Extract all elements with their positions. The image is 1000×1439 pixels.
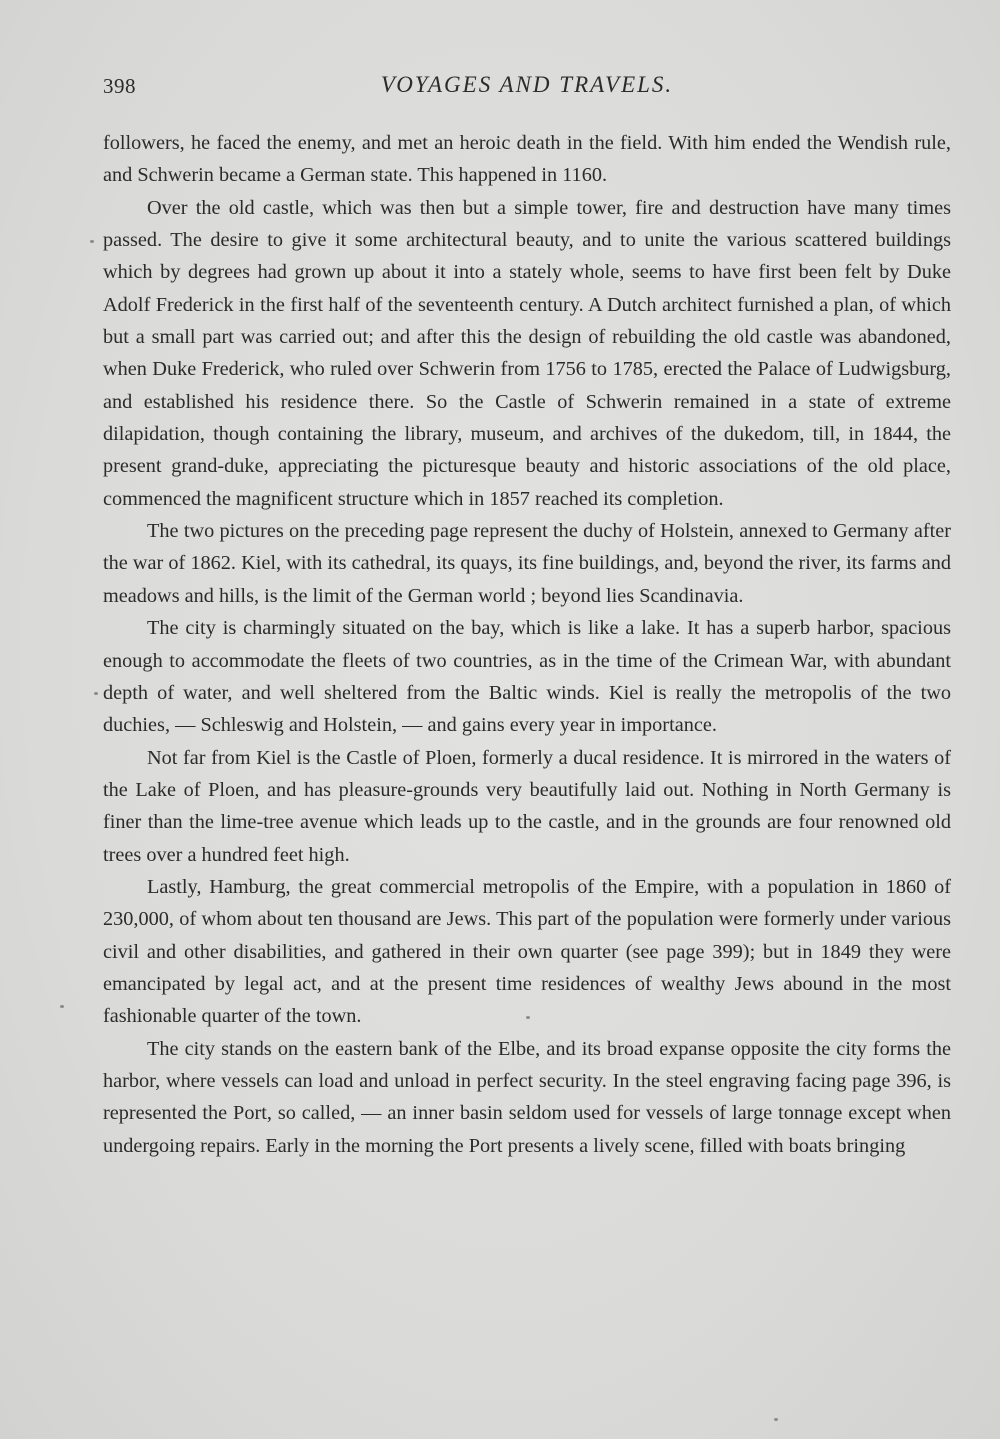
paper-speck xyxy=(526,1016,530,1019)
paragraph-continued: followers, he faced the enemy, and met an heroic death in the field. With him ended the Wendish rule, and Schwerin became a German state. This happened in 1160. xyxy=(103,132,951,187)
paragraph-kiel: The city is charmingly situated on the bay, which is like a lake. It has a superb harbor, spacious enough to accommodate the fleets of two countries, as in the time of the Crimean War, with abundant depth of water, and well sheltered from the Baltic winds. Kiel is really the metropolis of the two duchies, — Schleswig and Holstein, — and gains every year in importance. xyxy=(103,617,951,737)
paragraph-ploen: Not far from Kiel is the Castle of Ploen, formerly a ducal residence. It is mirrored in the waters of the Lake of Ploen, and has pleasure-grounds very beautifully laid out. Nothing in North Germany is finer than the lime-tree avenue which leads up to the castle, and in the grounds are four renowned old trees over a hundred feet high. xyxy=(103,746,951,866)
paper-speck xyxy=(60,1005,64,1008)
running-title: VOYAGES AND TRAVELS. xyxy=(380,72,674,97)
paper-speck xyxy=(94,692,98,695)
paragraph-elbe-port: The city stands on the eastern bank of the Elbe, and its broad expanse opposite the city forms the harbor, where vessels can load and unload in perfect security. In the steel engraving facing page 396, is represented the Port, so called, — an inner basin seldom used for vessels of large tonnage except when undergoing repairs. Early in the morning the Port presents a lively scene, filled with boats bringing xyxy=(103,1037,951,1157)
paragraph-schwerin-castle: Over the old castle, which was then but a simple tower, fire and destruction have many times passed. The desire to give it some architectural beauty, and to unite the various scattered buildings which by degrees had grown up about it into a stately whole, seems to have first been felt by Duke Adolf Frederick in the first half of the seventeenth century. A Dutch architect furnished a plan, of which but a small part was carried out; and after this the design of rebuilding the old castle was abandoned, when Duke Frederick, who ruled over Schwerin from 1756 to 1785, erected the Palace of Ludwigsburg, and established his residence there. So the Castle of Schwerin remained in a state of extreme dilapidation, though containing the library, museum, and archives of the dukedom, till, in 1844, the present grand-duke, appreciating the picturesque beauty and historic associations of the old place, commenced the magnificent structure which in 1857 reached its completion. xyxy=(103,196,951,510)
paper-speck xyxy=(90,240,94,243)
paragraph-holstein: The two pictures on the preceding page represent the duchy of Holstein, annexed to Germany after the war of 1862. Kiel, with its cathedral, its quays, its fine buildings, and, beyond the river, its farms and meadows and hills, is the limit of the German world ; beyond lies Scandinavia. xyxy=(103,520,951,607)
body-text xyxy=(103,127,951,1162)
page-number: 398 xyxy=(103,74,136,98)
page-header xyxy=(103,66,951,106)
paragraph-hamburg: Lastly, Hamburg, the great commercial metropolis of the Empire, with a population in 1860 of 230,000, of whom about ten thousand are Jews. This part of the population were formerly under various civil and other disabilities, and gathered in their own quarter (see page 399); but in 1849 they were emancipated by legal act, and at the present time residences of wealthy Jews abound in the most fashionable quarter of the town. xyxy=(103,875,951,1028)
paper-speck xyxy=(774,1418,778,1421)
